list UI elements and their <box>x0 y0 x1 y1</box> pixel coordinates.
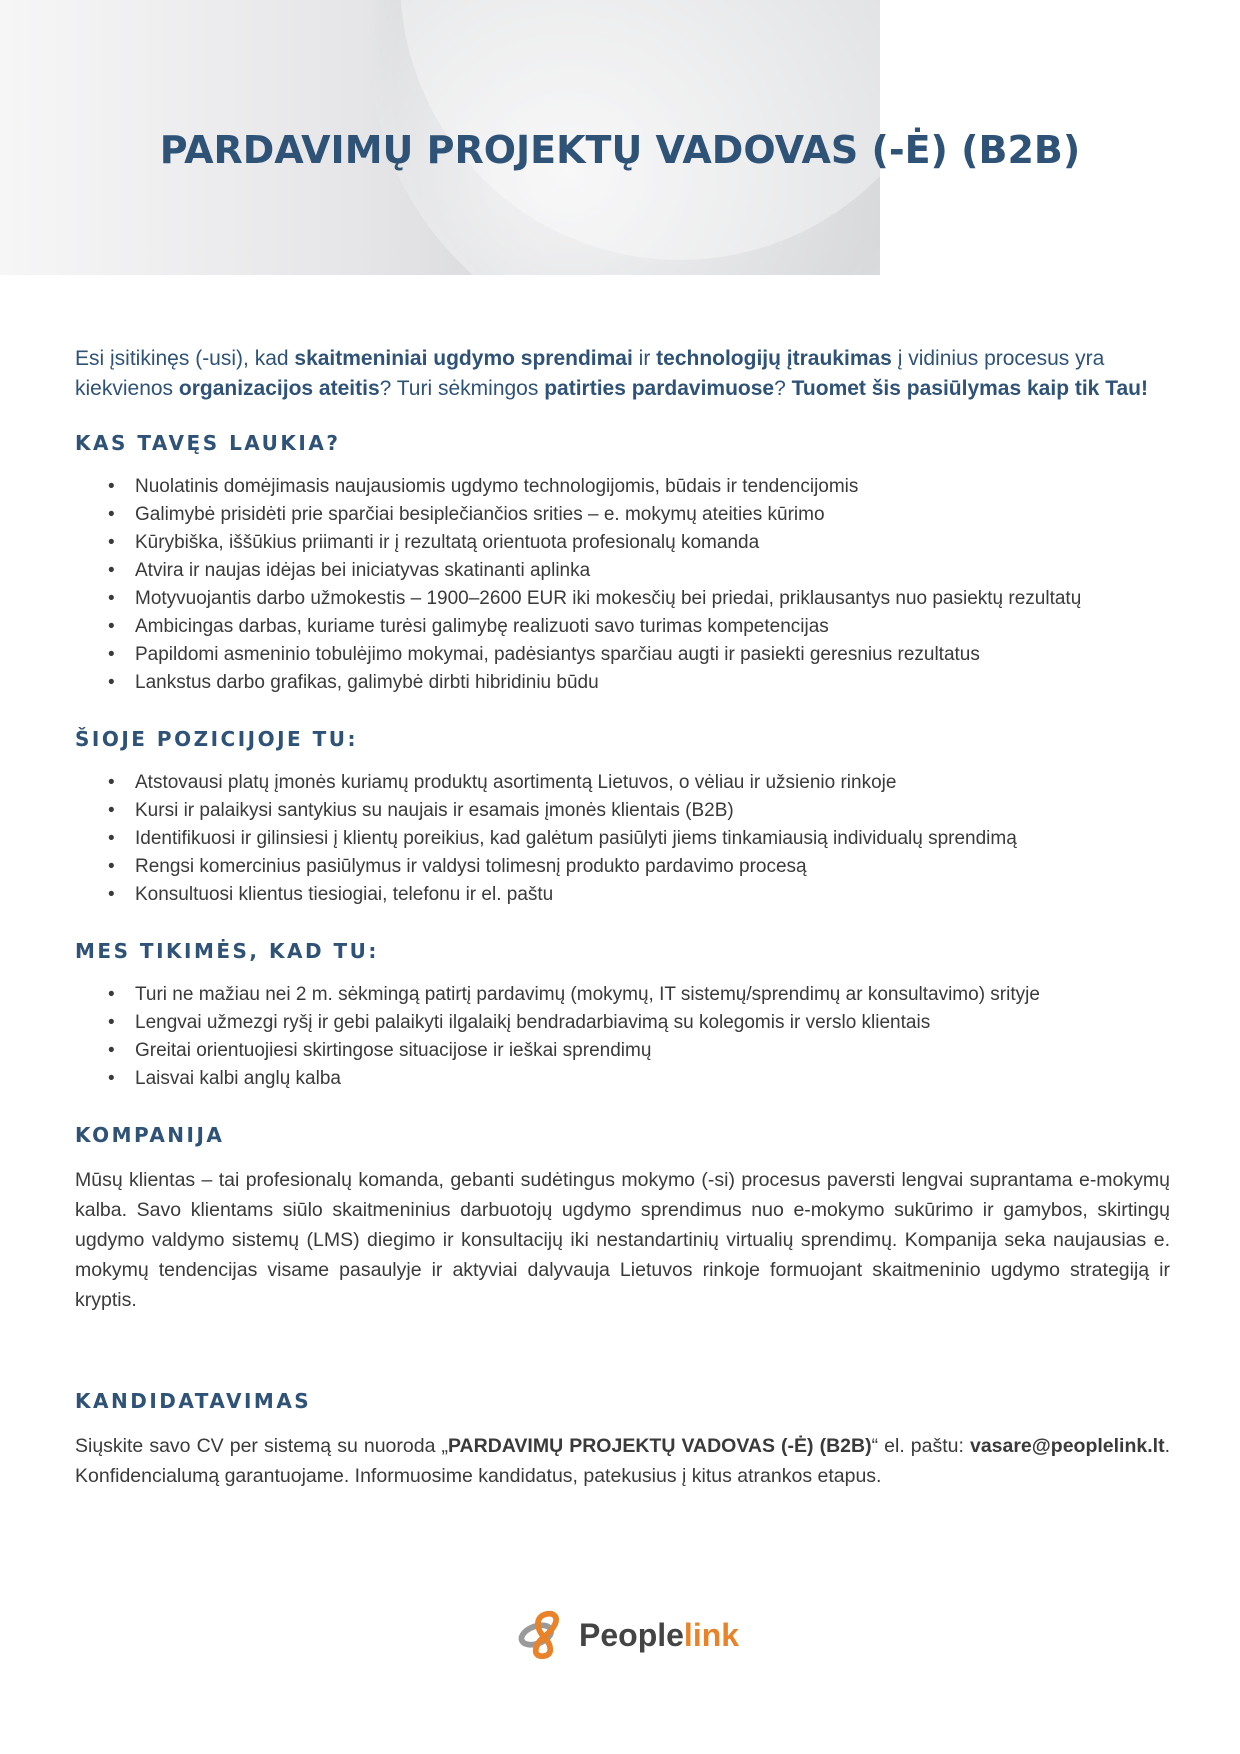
intro-text-1: Esi įsitikinęs (-usi), kad <box>75 347 295 370</box>
list-item: • Turi ne mažiau nei 2 m. sėkmingą patirtį pardavimų (mokymų, IT sistemų/sprendimų ar konsultavimo) srityje <box>135 981 1170 1009</box>
intro-text-4: ? Turi sėkmingos <box>379 377 545 400</box>
intro-text-2: ir <box>632 347 657 370</box>
intro-bold-4: patirties pardavimuose <box>544 377 775 400</box>
intro-text-3: į vidinius procesus yra kiekvienos <box>75 347 1105 400</box>
apply-text-3: . Konfidencialumą garantuojame. Informuosime kandidatus, patekusius į kitus atrankos etapus. <box>75 1435 1170 1487</box>
apply-text-1: Siųskite savo CV per sistemą su nuoroda „ <box>75 1435 448 1457</box>
list-item: • Atstovausi platų įmonės kuriamų produktų asortimentą Lietuvos, o vėliau ir užsienio rinkoje <box>135 769 1170 797</box>
list-item: • Laisvai kalbi anglų kalba <box>135 1065 1170 1093</box>
section-heading-requirements: MES TIKIMĖS, KAD TU: <box>75 939 379 963</box>
list-item: • Rengsi komercinius pasiūlymus ir valdysi tolimesnį produkto pardavimo procesą <box>135 853 1170 881</box>
list-item: • Galimybė prisidėti prie sparčiai besiplečiančios srities – e. mokymų ateities kūrimo <box>135 501 1170 529</box>
section-heading-apply: KANDIDATAVIMAS <box>75 1389 312 1413</box>
list-item: • Nuolatinis domėjimasis naujausiomis ugdymo technologijomis, būdais ir tendencijomis <box>135 473 1170 501</box>
requirements-list <box>75 981 1170 1093</box>
list-item: • Identifikuosi ir gilinsiesi į klientų poreikius, kad galėtum pasiūlyti jiems tinkamiausią individualų sprendimą <box>135 825 1170 853</box>
section-heading-role: ŠIOJE POZICIJOJE TU: <box>75 727 359 751</box>
apply-position-name: PARDAVIMŲ PROJEKTŲ VADOVAS (-Ė) (B2B) <box>447 1435 872 1457</box>
list-item: • Papildomi asmeninio tobulėjimo mokymai, padėsiantys sparčiau augti ir pasiekti geresnius rezultatus <box>135 641 1170 669</box>
apply-email-link[interactable]: vasare@peoplelink.lt <box>969 1435 1165 1457</box>
expect-list <box>75 473 1170 697</box>
list-item: • Kūrybiška, iššūkius priimanti ir į rezultatą orientuota profesionalų komanda <box>135 529 1170 557</box>
intro-bold-1: skaitmeniniai ugdymo sprendimai <box>294 347 633 370</box>
list-item: • Konsultuosi klientus tiesiogiai, telefonu ir el. paštu <box>135 881 1170 909</box>
apply-paragraph <box>75 1431 1170 1491</box>
peoplelink-logo <box>515 1605 745 1665</box>
intro-bold-5: Tuomet šis pasiūlymas kaip tik Tau! <box>791 377 1148 400</box>
logo-word-people: People <box>579 1616 684 1653</box>
list-item: • Lengvai užmezgi ryšį ir gebi palaikyti ilgalaikį bendradarbiavimą su kolegomis ir verslo klientais <box>135 1009 1170 1037</box>
intro-bold-2: technologijų įtraukimas <box>656 347 892 370</box>
role-list <box>75 769 1170 909</box>
list-item: • Greitai orientuojiesi skirtingose situacijose ir ieškai sprendimų <box>135 1037 1170 1065</box>
intro-bold-3: organizacijos ateitis <box>178 377 380 400</box>
section-heading-company: KOMPANIJA <box>75 1123 225 1147</box>
section-heading-expect: KAS TAVĘS LAUKIA? <box>75 431 341 455</box>
company-paragraph: Mūsų klientas – tai profesionalų komanda, gebanti sudėtingus mokymo (-si) procesus paversti lengvai suprantama e-mokymų kalba. Savo klientams siūlo skaitmeninius darbuotojų ugdymo sprendimus nuo e-mokymo sukūrimo ir gamybos, skirtingų ugdymo valdymo sistemų (LMS) diegimo ir konsultacijų iki nestandartinių virtualių sprendimų. Kompanija seka naujausias e. mokymų tendencijas visame pasaulyje ir aktyviai dalyvauja Lietuvos rinkoje formuojant skaitmeninio ugdymo strategiją ir kryptis. <box>75 1169 1170 1311</box>
list-item: • Atvira ir naujas idėjas bei iniciatyvas skatinanti aplinka <box>135 557 1170 585</box>
page-title: PARDAVIMŲ PROJEKTŲ VADOVAS (-Ė) (B2B) <box>159 128 1081 172</box>
peoplelink-logo-icon <box>515 1608 573 1662</box>
logo-word-link: link <box>683 1616 740 1653</box>
list-item: • Motyvuojantis darbo užmokestis – 1900–2600 EUR iki mokesčių bei priedai, priklausantys nuo pasiektų rezultatų <box>135 585 1170 613</box>
list-item: • Kursi ir palaikysi santykius su naujais ir esamais įmonės klientais (B2B) <box>135 797 1170 825</box>
intro-text-5: ? <box>774 377 792 400</box>
intro-paragraph <box>75 344 1170 404</box>
document-body <box>75 344 1170 1491</box>
apply-text-2: “ el. paštu: <box>871 1435 970 1457</box>
list-item: • Ambicingas darbas, kuriame turėsi galimybę realizuoti savo turimas kompetencijas <box>135 613 1170 641</box>
list-item: • Lankstus darbo grafikas, galimybė dirbti hibridiniu būdu <box>135 669 1170 697</box>
